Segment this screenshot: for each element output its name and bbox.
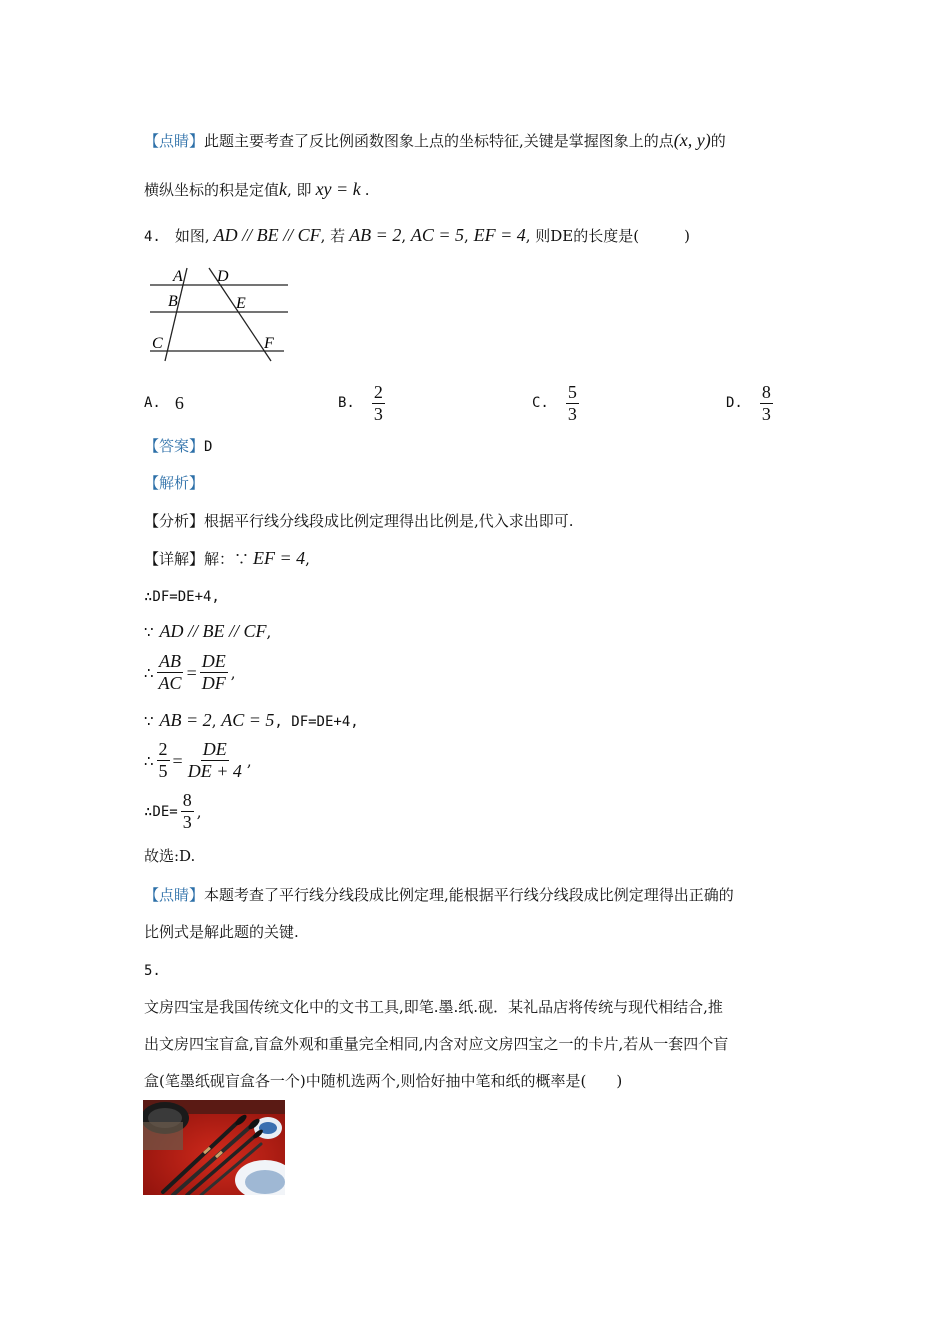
answer-value: D xyxy=(204,439,213,455)
note-text: 横纵坐标的积是定值 xyxy=(144,181,280,199)
option-label: B. xyxy=(338,395,355,411)
q3-note-line2 xyxy=(144,178,369,201)
option-a xyxy=(144,382,184,424)
k-symbol: k xyxy=(279,179,288,199)
option-label: C. xyxy=(532,395,549,411)
label-f: F xyxy=(264,335,274,352)
step-parallel: ∵ AD // BE // CF, xyxy=(144,621,272,641)
q3-note-line1 xyxy=(144,129,726,152)
step-text: ∴DE= xyxy=(144,803,178,820)
step-df xyxy=(144,585,220,608)
label-a: A xyxy=(173,268,183,285)
label-b: B xyxy=(168,293,178,310)
option-label: D. xyxy=(726,395,743,411)
option-b xyxy=(338,382,388,424)
step-text: , DF=DE+4, xyxy=(274,714,359,730)
step-result: ∴DE= $\frac{8}{3}$ , xyxy=(144,790,202,832)
given-ab: AB = 2 xyxy=(349,225,402,245)
label-d: D xyxy=(217,268,229,285)
fenxi-text: 根据平行线分线段成比例定理得出比例是,代入求出即可. xyxy=(204,512,574,530)
stem-text: , 则DE的长度是( ) xyxy=(525,227,690,245)
four-treasures-photo xyxy=(143,1100,285,1195)
note-text-end: 的 xyxy=(710,132,726,150)
fraction-ab-ac: $\frac{AB}{AC}$ xyxy=(158,651,182,693)
option-d xyxy=(726,382,776,424)
ef-equation: EF = 4 xyxy=(253,548,306,568)
detail-line: 【详解】解：∵ EF = 4, xyxy=(144,548,310,568)
detail-tag: 【详解】 xyxy=(144,550,205,568)
detail-text: 解：∵ xyxy=(204,550,250,568)
option-fraction: $\frac{8}{3}$ xyxy=(761,381,771,424)
stem-text: , 若 xyxy=(320,227,346,245)
fraction-de-de4: $\frac{DE}{DE + 4}$ xyxy=(187,739,242,781)
q5-line3 xyxy=(144,1070,622,1092)
q5-line2 xyxy=(144,1033,728,1055)
analysis-tag: 【解析】 xyxy=(144,474,205,492)
fraction-8-3: $\frac{8}{3}$ xyxy=(182,790,192,832)
question-number: 4. xyxy=(144,229,161,245)
step-text: ∴DF=DE+4, xyxy=(144,589,220,605)
option-fraction: $\frac{5}{3}$ xyxy=(567,381,577,424)
option-c xyxy=(532,382,582,424)
note-text: 比例式是解此题的关键. xyxy=(144,923,299,941)
equals-sign: = xyxy=(186,662,197,683)
note-period: . xyxy=(364,181,370,199)
answer-tag: 【答案】 xyxy=(144,437,205,455)
q4-stem: 4. 如图, AD // BE // CF, 若 AB = 2, AC = 5, EF = 4, 则DE的长度是( ) xyxy=(144,225,690,245)
point-xy: (x, y) xyxy=(673,130,711,150)
select-line xyxy=(144,845,195,867)
fenxi-tag: 【分析】 xyxy=(144,512,205,530)
fraction-de-df: $\frac{DE}{DF}$ xyxy=(201,651,226,693)
fenxi-line xyxy=(144,510,574,532)
note-tag: 【点睛】 xyxy=(144,886,205,904)
option-label: A. xyxy=(144,395,161,411)
answer-line xyxy=(144,435,212,458)
given-ef: EF = 4 xyxy=(473,225,526,245)
q4-note-line2 xyxy=(144,921,299,943)
step-substitute: ∴ $\frac{2}{5}$ = $\frac{DE}{DE + 4}$ , xyxy=(144,739,252,781)
because-symbol: ∵ xyxy=(144,712,154,730)
label-c: C xyxy=(152,335,163,352)
fraction-2-5: $\frac{2}{5}$ xyxy=(158,739,168,781)
option-value: 6 xyxy=(174,392,184,413)
note-text: 此题主要考查了反比例函数图象上点的坐标特征,关键是掌握图象上的点 xyxy=(204,132,674,150)
parallels-expr: AD // BE // CF xyxy=(159,621,267,641)
therefore-symbol: ∴ xyxy=(144,663,154,682)
q5-text: 文房四宝是我国传统文化中的文书工具,即笔.墨.纸.砚．某礼品店将传统与现代相结合,推 xyxy=(144,998,723,1016)
label-e: E xyxy=(236,295,246,312)
parallels-expr: AD // BE // CF xyxy=(213,225,321,245)
stem-text: 如图, xyxy=(174,227,210,245)
q5-number xyxy=(144,959,161,982)
note-text: 本题考查了平行线分线段成比例定理,能根据平行线分线段成比例定理得出正确的 xyxy=(204,886,734,904)
step-ratio: ∴ $\frac{AB}{AC}$ = $\frac{DE}{DF}$ , xyxy=(144,651,236,693)
analysis-line xyxy=(144,472,204,494)
given-ac: AC = 5 xyxy=(410,225,465,245)
because-symbol: ∵ xyxy=(144,623,154,641)
question-number: 5. xyxy=(144,963,161,979)
step-values: ∵ AB = 2, AC = 5, DF=DE+4, xyxy=(144,710,359,730)
ac-equation: AC = 5 xyxy=(221,710,275,730)
select-text: 故选:D. xyxy=(144,847,196,865)
ab-equation: AB = 2 xyxy=(159,710,212,730)
note-tag: 【点睛】 xyxy=(144,132,205,150)
equals-sign: = xyxy=(172,750,183,771)
q5-text: 盒(笔墨纸砚盲盒各一个)中随机选两个,则恰好抽中笔和纸的概率是( ) xyxy=(144,1072,623,1090)
option-fraction: $\frac{2}{3}$ xyxy=(373,381,383,424)
parallel-lines-figure xyxy=(146,262,296,362)
q5-line1 xyxy=(144,996,723,1018)
xy-equals-k: xy = k xyxy=(315,179,361,199)
therefore-symbol: ∴ xyxy=(144,751,154,770)
q4-note-line1 xyxy=(144,884,734,906)
q5-text: 出文房四宝盲盒,盲盒外观和重量完全相同,内含对应文房四宝之一的卡片,若从一套四个盲 xyxy=(144,1035,729,1053)
note-text: , 即 xyxy=(287,181,312,199)
